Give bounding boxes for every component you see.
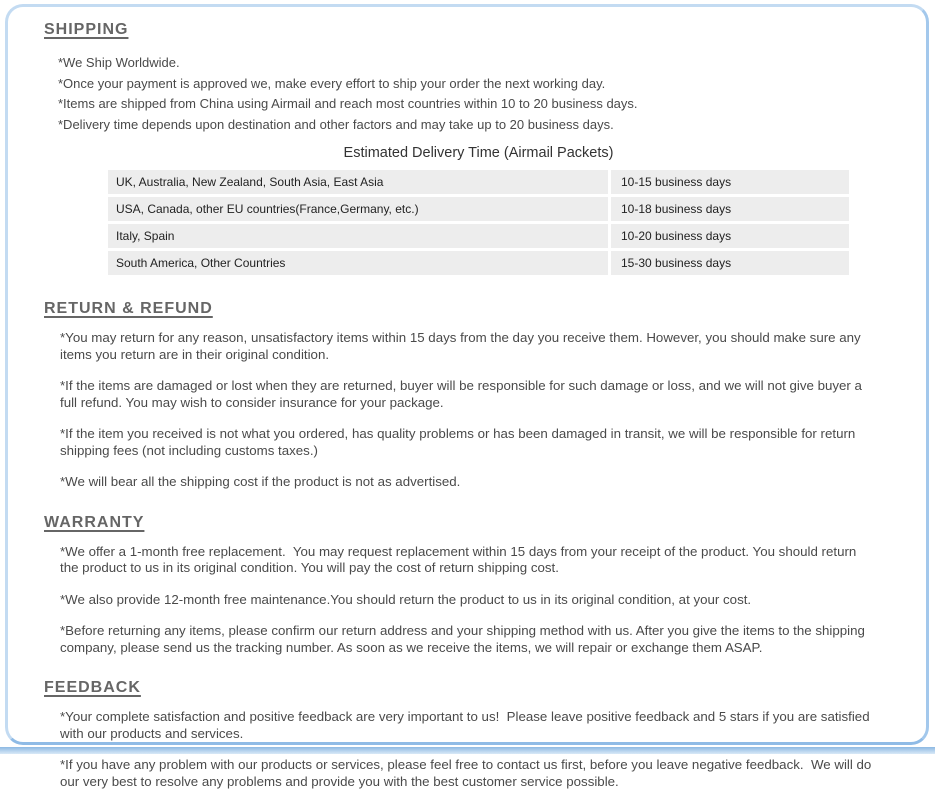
table-row <box>108 224 849 248</box>
section-return-refund <box>8 300 926 491</box>
shipping-bullet: *Delivery time depends upon destination and other factors and may take up to 20 business days. <box>58 116 614 132</box>
warranty-heading: WARRANTY <box>44 513 145 531</box>
shipping-bullets <box>58 53 926 135</box>
section-warranty <box>8 514 926 657</box>
delivery-time-cell: 10-18 business days <box>611 197 849 221</box>
section-shipping <box>8 21 926 275</box>
section-feedback <box>8 679 926 790</box>
policy-paragraph: *We offer a 1-month free replacement. You may request replacement within 15 days from your receipt of the product. You should return the product to us in its original condition. You will pay the cost of return shipping cost. <box>60 543 860 575</box>
shipping-bullet: *Once your payment is approved we, make every effort to ship your order the next working day. <box>58 75 606 91</box>
policy-paragraph: *If you have any problem with our products or services, please feel free to contact us first, before you leave negative feedback. We will do our very best to resolve any problems and provide you with the best customer service possible. <box>60 757 875 789</box>
delivery-time-cell: 15-30 business days <box>611 251 849 275</box>
spacer <box>8 506 926 514</box>
feedback-heading: FEEDBACK <box>44 679 141 696</box>
delivery-time-cell: 10-15 business days <box>611 170 849 194</box>
bottom-divider-bar <box>0 747 935 754</box>
policy-paragraph: *We will bear all the shipping cost if the product is not as advertised. <box>60 474 461 489</box>
warranty-paragraphs <box>60 544 874 657</box>
policy-paragraph: *If the items are damaged or lost when they are returned, buyer will be responsible for such damage or loss, and we will not give buyer a full refund. You may wish to consider insurance for your package. <box>60 378 866 410</box>
table-row <box>108 197 849 221</box>
policy-panel <box>5 4 929 789</box>
return-refund-paragraphs <box>60 330 874 491</box>
spacer <box>8 671 926 679</box>
delivery-time-cell: 10-20 business days <box>611 224 849 248</box>
policy-paragraph: *If the item you received is not what you ordered, has quality problems or has been damaged in transit, we will be responsible for return shipping fees (not including customs taxes.) <box>60 426 859 458</box>
region-cell: UK, Australia, New Zealand, South Asia, East Asia <box>108 170 608 194</box>
region-cell: South America, Other Countries <box>108 251 608 275</box>
delivery-table <box>108 170 849 275</box>
shipping-bullet: *We Ship Worldwide. <box>58 55 180 70</box>
region-cell: USA, Canada, other EU countries(France,Germany, etc.) <box>108 197 608 221</box>
spacer <box>8 278 926 300</box>
delivery-time-block <box>108 145 849 275</box>
region-cell: Italy, Spain <box>108 224 608 248</box>
policy-paragraph: *You may return for any reason, unsatisfactory items within 15 days from the day you receive them. However, you should make sure any items you return are in their original condition. <box>60 330 865 362</box>
shipping-bullet: *Items are shipped from China using Airmail and reach most countries within 10 to 20 business days. <box>58 96 638 111</box>
delivery-table-title: Estimated Delivery Time (Airmail Packets) <box>343 145 614 161</box>
policy-paragraph: *Your complete satisfaction and positive feedback are very important to us! Please leave positive feedback and 5 stars if you are satisfied with our products and services. <box>60 709 874 741</box>
policy-paragraph: *We also provide 12-month free maintenance.You should return the product to us in its original condition, at your cost. <box>60 591 752 607</box>
table-row <box>108 251 849 275</box>
shipping-heading: SHIPPING <box>44 21 129 38</box>
policy-paragraph: *Before returning any items, please confirm our return address and your shipping method with us. After you give the items to the shipping company, please send us the tracking number. As soon as we receive the items, we will repair or exchange them ASAP. <box>60 623 869 655</box>
table-row <box>108 170 849 194</box>
return-refund-heading: RETURN & REFUND <box>44 300 213 317</box>
